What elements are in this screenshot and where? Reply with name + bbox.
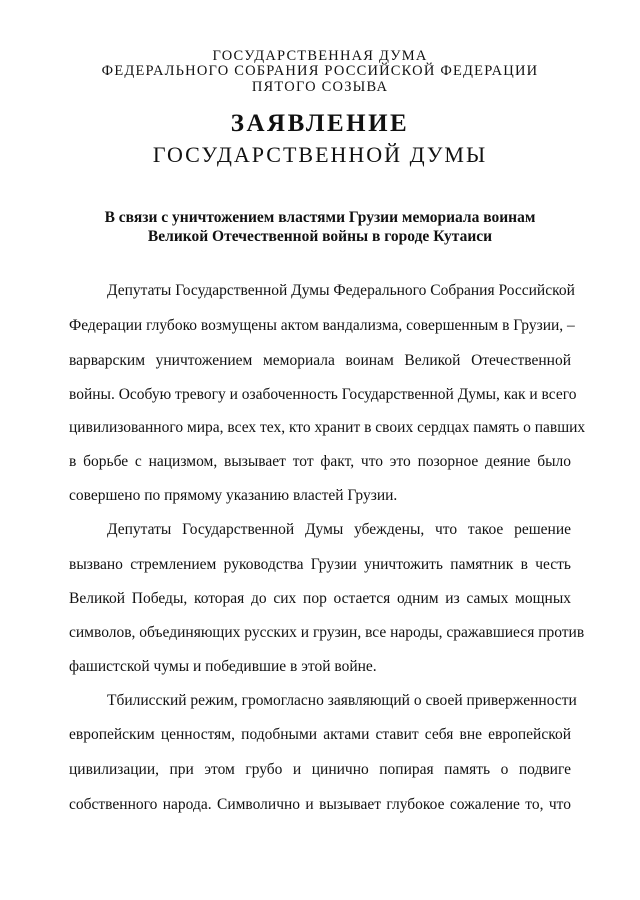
paragraph-2-line-5: фашистской чумы и победившие в этой войне. [69, 658, 377, 675]
paragraph-2-line-4: символов, объединяющих русских и грузин, все народы, сражавшиеся против [69, 624, 585, 641]
paragraph-2-line-1: Депутаты Государственной Думы убеждены, что такое решение [107, 521, 571, 538]
caption-line-1: В связи с уничтожением властями Грузии мемориала воинам [104, 209, 536, 226]
paragraph-2-line-2: вызвано стремлением руководства Грузии уничтожить памятник в честь [69, 556, 571, 573]
paragraph-1-line-5: цивилизованного мира, всех тех, кто хранит в своих сердцах память о павших [69, 419, 586, 436]
paragraph-2-line-3: Великой Победы, которая до сих пор остается одним из самых мощных [69, 590, 571, 607]
paragraph-1-line-7: совершено по прямому указанию властей Грузии. [69, 487, 398, 504]
document-title: ЗАЯВЛЕНИЕ [230, 110, 410, 137]
paragraph-3-line-1: Тбилисский режим, громогласно заявляющий о своей приверженности [107, 692, 577, 709]
header-line-1: ГОСУДАРСТВЕННАЯ ДУМА [212, 48, 428, 64]
paragraph-1-line-6: в борьбе с нацизмом, вызывает тот факт, что это позорное деяние было [69, 453, 571, 470]
paragraph-1-line-3: варварским уничтожением мемориала воинам Великой Отечественной [69, 352, 571, 369]
document-subtitle: ГОСУДАРСТВЕННОЙ ДУМЫ [152, 142, 488, 167]
paragraph-3-line-3: цивилизации, при этом грубо и цинично попирая память о подвиге [69, 761, 571, 778]
header-line-2: ФЕДЕРАЛЬНОГО СОБРАНИЯ РОССИЙСКОЙ ФЕДЕРАЦИИ [101, 63, 539, 79]
paragraph-1-line-1: Депутаты Государственной Думы Федерального Собрания Российской [107, 282, 575, 299]
paragraph-1-line-4: войны. Особую тревогу и озабоченность Государственной Думы, как и всего [69, 386, 577, 403]
header-line-3: ПЯТОГО СОЗЫВА [251, 79, 389, 95]
paragraph-3-line-2: европейским ценностям, подобными актами ставит себя вне европейской [69, 726, 571, 743]
paragraph-3-line-4: собственного народа. Символично и вызывает глубокое сожаление то, что [69, 796, 571, 813]
paragraph-1-line-2: Федерации глубоко возмущены актом вандализма, совершенным в Грузии, – [69, 317, 575, 334]
caption-line-2: Великой Отечественной войны в городе Кутаиси [147, 228, 493, 245]
